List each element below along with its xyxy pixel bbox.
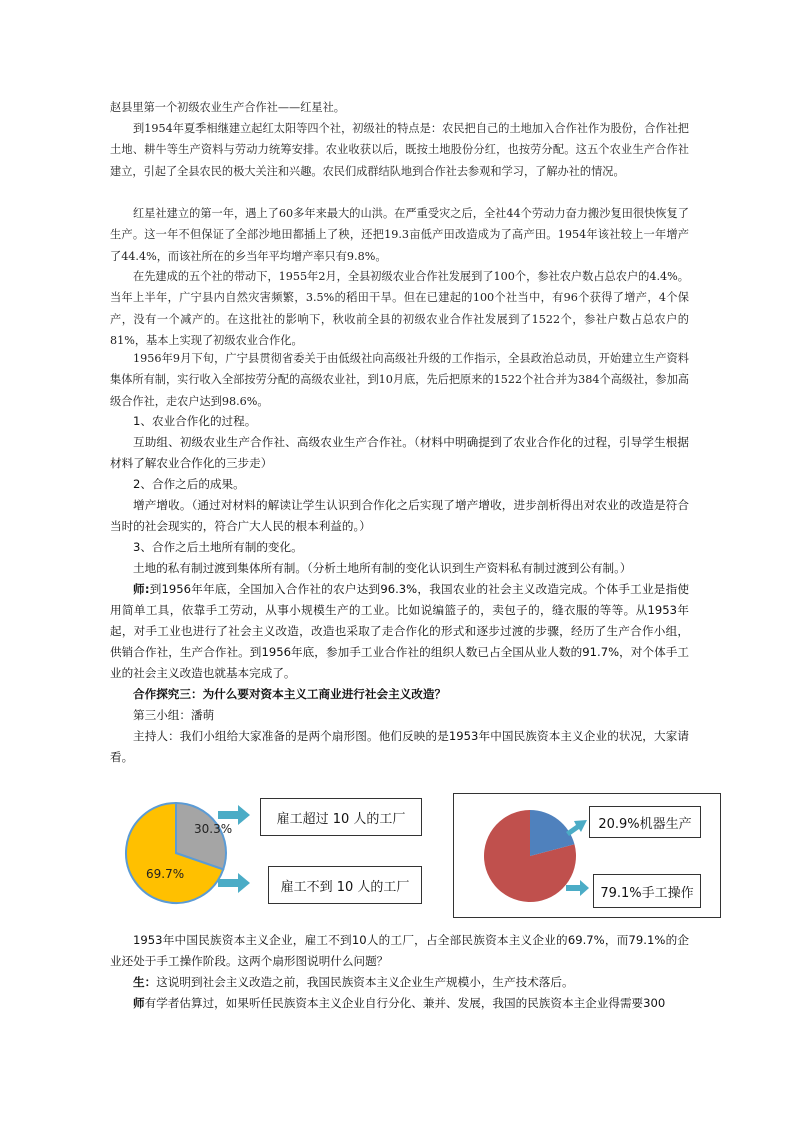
arrow-icon: [218, 873, 250, 893]
arrow-icon: [566, 820, 587, 836]
teacher-paragraph-1: [110, 579, 689, 684]
question-1: 1、农业合作化的过程。: [133, 414, 257, 428]
callout-under-10-workers: 雇工不到 10 人的工厂: [268, 866, 422, 904]
paragraph-4: 在先建成的五个社的带动下，1955年2月，全县初级农业合作社发展到了100个，参社农户数占总农户的4.4%。当年上半年，广宁县内自然灾害频繁，3.5%的稻田干旱。但在已建起的100个社当中，有96个获得了增产，4个保产，没有一个减产的。在这批社的影响下，秋收前全县的初级农业合作社发展到了1522个，参社户数占总农户的81%，基本上实现了初级农业合作化。: [110, 270, 689, 347]
paragraph-1: 赵县里第一个初级农业生产合作社——红星社。: [110, 101, 345, 114]
student-paragraph: [110, 972, 689, 993]
host-paragraph: 主持人：我们小组给大家准备的是两个扇形图。他们反映的是1953年中国民族资本主义企业的状况，大家请看。: [110, 729, 689, 764]
paragraph-2: 到1954年夏季相继建立起红太阳等四个社，初级社的特点是：农民把自己的土地加入合作社作为股份，合作社把土地、耕牛等生产资料与劳动力统筹安排。农业收获以后，既按土地股份分红，也按劳分配。这五个农业生产合作社建立，引起了全县农民的极大关注和兴趣。农民们成群结队地到合作社去参观和学习，了解办社的情况。: [110, 122, 689, 178]
group-line: 第三小组：潘萌: [133, 708, 215, 722]
pie-chart-production-mode: [453, 793, 721, 918]
teacher-text: 到1956年年底，全国加入合作社的农户达到96.3%，我国农业的社会主义改造完成。个体手工业是指使用简单工具，依靠手工劳动，从事小规模生产的工业。比如说编篮子的，卖包子的，缝衣服的等等。从1953年起，对手工业也进行了社会主义改造，改造也采取了走合作化的形式和逐步过渡的步骤，经历了生产合作小组，供销合作社，生产合作社。到1956年底，参加手工业合作社的组织人数已占全国从业人数的91.7%，对个体手工业的社会主义改造也就基本完成了。: [110, 582, 690, 680]
section-title: 合作探究三：为什么要对资本主义工商业进行社会主义改造？: [133, 687, 447, 701]
callout-machine-production: 20.9%机器生产: [589, 806, 701, 838]
teacher-label-2: 师: [133, 996, 145, 1010]
callout-manual-operation: 79.1%手工操作: [593, 874, 701, 908]
student-text: 这说明到社会主义改造之前，我国民族资本主义企业生产规模小，生产技术落后。: [156, 975, 574, 989]
teacher-paragraph-2: [110, 993, 689, 1014]
answer-2: 增产增收。（通过对材料的解读让学生认识到合作化之后实现了增产增收，进步剖析得出对农业的改造是符合当时的社会现实的，符合广大人民的根本利益的。）: [110, 498, 689, 533]
slice-label-under-10: 69.7%: [146, 867, 185, 881]
answer-3: 土地的私有制过渡到集体所有制。（分析土地所有制的变化认识到生产资料私有制过渡到公有制。）: [133, 561, 632, 575]
after-chart-paragraph: 1953年中国民族资本主义企业，雇工不到10人的工厂，占全部民族资本主义企业的69.7%，而79.1%的企业还处于手工操作阶段。这两个扇形图说明什么问题？: [110, 933, 689, 968]
teacher-label: 师:: [133, 582, 150, 596]
student-label: 生：: [133, 975, 157, 989]
pie-chart-factory-size: [110, 790, 420, 910]
teacher-text-2: 有学者估算过，如果听任民族资本主义企业自行分化、兼并、发展，我国的民族资本主企业得需要300: [144, 996, 666, 1010]
slice-label-over-10: 30.3%: [194, 822, 233, 836]
answer-1: 互助组、初级农业生产合作社、高级农业生产合作社。（材料中明确提到了农业合作化的过程，引导学生根据材料了解农业合作化的三步走）: [110, 435, 689, 470]
callout-over-10-workers: 雇工超过 10 人的工厂: [260, 798, 422, 836]
paragraph-3: 红星社建立的第一年，遇上了60多年来最大的山洪。在严重受灾之后，全社44个劳动力奋力搬沙复田很快恢复了生产。这一年不但保证了全部沙地田都插上了秧，还把19.3亩低产田改造成为了高产田。1954年该社较上一年增产了44.4%，而该社所在的乡当年平均增产率只有9.8%。: [110, 207, 689, 263]
paragraph-5: 1956年9月下旬，广宁县贯彻省委关于由低级社向高级社升级的工作指示，全县政治总动员，开始建立生产资料集体所有制，实行收入全部按劳分配的高级农业社，到10月底，先后把原来的1522个社合并为384个高级社，参加高级合作社，走农户达到98.6%。: [110, 352, 689, 408]
arrow-icon: [566, 880, 589, 896]
question-2: 2、合作之后的成果。: [133, 477, 245, 491]
question-3: 3、合作之后土地所有制的变化。: [133, 540, 303, 554]
